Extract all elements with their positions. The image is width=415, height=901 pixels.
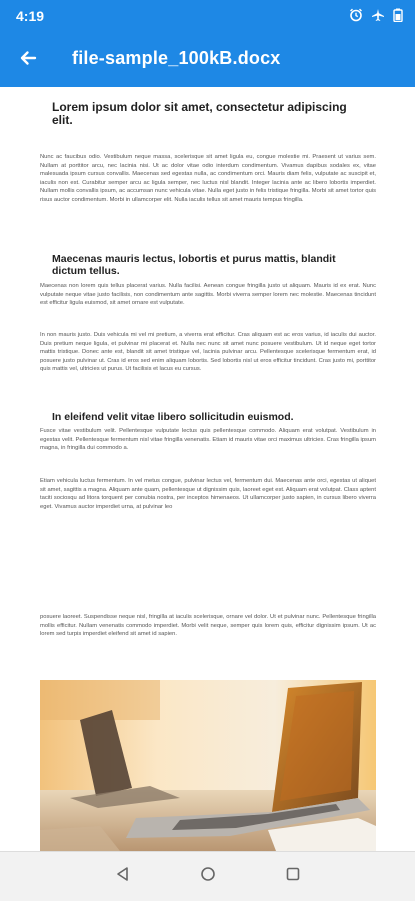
paragraph-4-text: Fusce vitae vestibulum velit. Pellentesque vulputate lectus quis pellentesque commodo. Aliquam erat volutpat. Vestibulum in egestas velit. Pellentesque fermentum nisl vitae fringilla venenatis. Etiam id mauris vitae orci maximus ultricies. Cras fringilla ipsum magna, in fringilla dui commodo a. [40,428,376,452]
paragraph-5-text: Etiam vehicula luctus fermentum. In vel metus congue, pulvinar lectus vel, fermentum dui. Maecenas ante orci, egestas ut aliquet sit amet, sagittis a magna. Aliquam ante quam, pellentesque ut dignissim quis, laoreet eget est. Aliquam erat volutpat. Class aptent taciti sociosqu ad litora torquent per conubia nostra, per inceptos himenaeos. Ut ullamcorper justo sapien, in cursus libero viverra eget. Vivamus auctor imperdiet urna, at pulvinar leo [40,478,376,510]
paragraph-2 [40,282,376,308]
nav-recents-button[interactable] [283,866,303,886]
status-time: 4:19 [16,8,45,24]
battery-icon [393,8,403,25]
airplane-icon [371,8,385,25]
paragraph-6-text: posuere laoreet. Suspendisse neque nisl, fringilla at iaculis scelerisque, ornare vel dolor. Ut et pulvinar nunc. Pellentesque fringilla mollis efficitur. Nullam venenatis commodo imperdiet. Morbi velit neque, semper quis lorem quis, efficitur dignissim ipsum. Ut ac lorem sed turpis imperdiet eleifend sit amet id sapien. [40,614,376,638]
paragraph-5 [40,477,376,511]
navigation-bar [0,851,415,901]
paragraph-3 [40,331,376,374]
home-circle-icon [200,866,216,887]
document-photo [40,680,376,851]
heading-2-text: Maecenas mauris lectus, lobortis et purus mattis, blandit dictum tellus. [52,253,336,277]
app-bar [0,34,415,87]
paragraph-2-text: Maecenas non lorem quis tellus placerat varius. Nulla facilisi. Aenean congue fringilla justo ut aliquam. Mauris id ex erat. Nunc vulputate neque vitae justo facilisis, non condimentum ante sagittis. Morbi viverra semper lorem nec molestie. Maecenas tincidunt est efficitur ligula euismod, sit amet ornare est vulputate. [40,283,376,307]
paragraph-1-text: Nunc ac faucibus odio. Vestibulum neque massa, scelerisque sit amet ligula eu, congue molestie mi. Praesent ut varius sem. Nullam at porttitor arcu, nec lacinia nisi. Ut ac dolor vitae odio interdum condimentum. Vivamus dapibus sodales ex, vitae malesuada ipsum cursus convallis. Maecenas sed egestas nulla, ac condimentum orci. Mauris diam felis, vulputate ac suscipit et, iaculis non est. Curabitur semper arcu ac ligula semper, nec luctus nisl blandit. Integer lacinia ante ac libero lobortis imperdiet. Nullam mollis convallis ipsum, ac accumsan nunc vehicula vitae. Nulla eget justo in felis tristique fringilla. Morbi sit amet tortor quis risus auctor condimentum. Morbi in ullamcorper elit. Nulla iaculis tellus sit amet mauris tempus fringilla. [40,154,376,203]
status-icons [349,8,403,25]
heading-3-text: In eleifend velit vitae libero sollicitudin euismod. [52,411,294,423]
paragraph-4 [40,427,376,453]
alarm-icon [349,8,363,25]
heading-1-text: Lorem ipsum dolor sit amet, consectetur adipiscing elit. [52,100,347,127]
back-button[interactable] [12,44,44,76]
nav-back-button[interactable] [113,866,133,886]
heading-3 [40,411,376,423]
heading-1 [40,101,376,127]
status-bar [0,0,415,34]
document-title: file-sample_100kB.docx [72,48,281,68]
heading-2 [40,253,376,277]
paragraph-3-text: In non mauris justo. Duis vehicula mi vel mi pretium, a viverra erat efficitur. Cras aliquam est ac eros varius, id iaculis dui auctor. Duis pretium neque ligula, et pulvinar mi placerat et. Nulla nec nunc sit amet nunc posuere vestibulum. Ut id neque eget tortor mattis tristique. Donec ante est, blandit sit amet tristique vel, lacinia pulvinar arcu. Pellentesque scelerisque fermentum erat, id posuere justo pulvinar ut. Cras id eros sed enim aliquam lobortis. Sed lobortis nisl ut eros efficitur tincidunt. Cras justo mi, porttitor quis mattis vel, ultricies ut purus. Ut facilisis et lacus eu cursus. [40,332,376,373]
document-viewer[interactable] [0,87,415,851]
arrow-left-icon [18,48,38,73]
paragraph-1 [40,153,376,205]
paragraph-6 [40,613,376,639]
nav-home-button[interactable] [198,866,218,886]
recents-square-icon [285,866,301,887]
back-triangle-icon [115,866,131,887]
